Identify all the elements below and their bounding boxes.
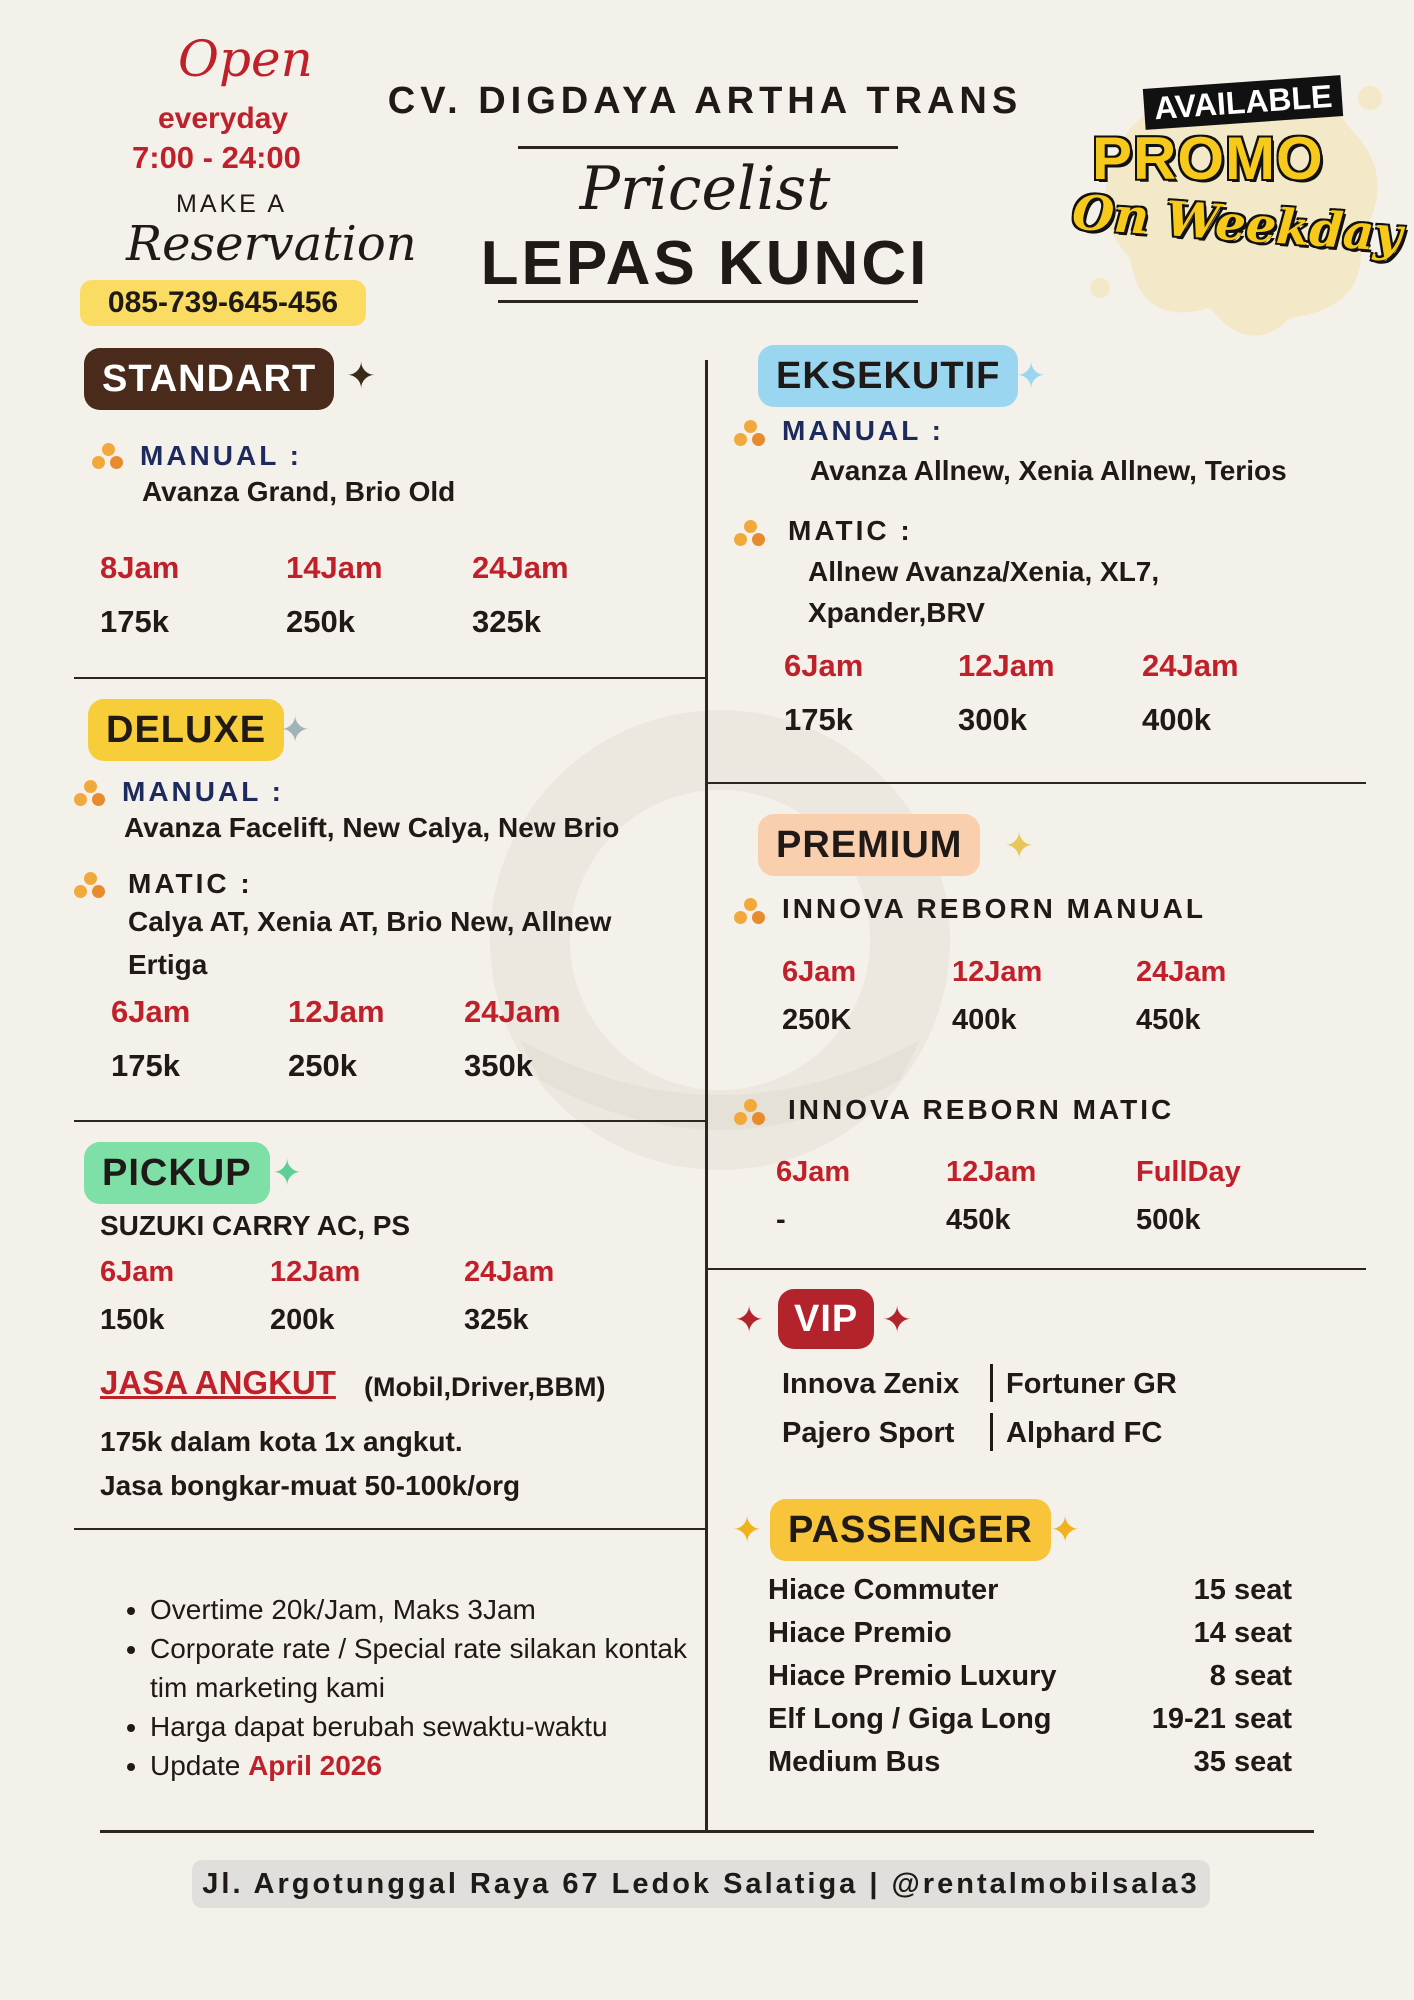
dots-icon	[734, 1099, 768, 1127]
eksekutif-rate-hours: 24Jam	[1142, 648, 1239, 683]
passenger-seats: 8 seat	[1209, 1660, 1292, 1692]
sparkle-icon: ✦	[732, 1509, 763, 1550]
eksekutif-manual-cars: Avanza Allnew, Xenia Allnew, Terios	[810, 455, 1287, 486]
sparkle-icon: ✦	[1004, 825, 1035, 866]
standart-manual-cars: Avanza Grand, Brio Old	[142, 476, 456, 507]
promo-available: AVAILABLE	[1143, 75, 1344, 130]
deluxe-manual-label: MANUAL :	[122, 776, 284, 807]
dots-icon	[734, 520, 768, 548]
note-item: • Overtime 20k/Jam, Maks 3Jam	[150, 1590, 710, 1629]
deluxe-rate-hours: 24Jam	[464, 994, 561, 1029]
premium-matic-hours: FullDay	[1136, 1156, 1241, 1188]
sparkle-icon: ✦	[734, 1299, 765, 1340]
eksekutif-rate-price: 400k	[1142, 702, 1211, 737]
open-days: everyday	[158, 102, 289, 135]
premium-manual-price: 250K	[782, 1004, 852, 1036]
sparkle-icon: ✦	[1016, 355, 1047, 396]
standart-rate-price: 175k	[100, 604, 169, 639]
premium-manual-label: INNOVA REBORN MANUAL	[782, 893, 1206, 924]
deluxe-rate-price: 175k	[111, 1048, 180, 1083]
premium-manual-price: 450k	[1136, 1004, 1201, 1036]
reservation-label: Reservation	[126, 216, 417, 272]
note-item	[150, 1746, 710, 1785]
premium-matic-hours: 6Jam	[776, 1156, 851, 1188]
passenger-row	[768, 1660, 1292, 1700]
vip-car: Alphard FC	[1006, 1417, 1163, 1449]
passenger-pill: PASSENGER	[770, 1499, 1051, 1561]
footer-address: Jl. Argotunggal Raya 67 Ledok Salatiga | @rentalmobilsala3	[192, 1860, 1210, 1908]
eksekutif-manual-label: MANUAL :	[782, 415, 944, 446]
phone-number[interactable]: 085-739-645-456	[80, 280, 366, 326]
deluxe-rate-price: 350k	[464, 1048, 533, 1083]
deluxe-rate-price: 250k	[288, 1048, 357, 1083]
watermark-logo	[440, 680, 1000, 1240]
premium-manual-price: 400k	[952, 1004, 1017, 1036]
deluxe-matic-cars: Calya AT, Xenia AT, Brio New, Allnew	[128, 906, 612, 937]
sparkle-icon: ✦	[882, 1299, 913, 1340]
pickup-rate-price: 150k	[100, 1304, 165, 1336]
make-a-label: MAKE A	[176, 190, 288, 218]
deluxe-manual-cars: Avanza Facelift, New Calya, New Brio	[124, 812, 620, 843]
vip-pill: VIP	[778, 1289, 874, 1349]
eksekutif-rate-price: 300k	[958, 702, 1027, 737]
passenger-name: Medium Bus	[768, 1746, 941, 1778]
deluxe-rate-hours: 6Jam	[111, 994, 191, 1029]
premium-matic-price: 500k	[1136, 1204, 1201, 1236]
standart-rate-hours: 24Jam	[472, 550, 569, 585]
sparkle-icon: ✦	[272, 1152, 303, 1193]
premium-manual-hours: 24Jam	[1136, 956, 1227, 988]
vip-separator	[990, 1364, 993, 1402]
update-prefix: Update	[150, 1750, 241, 1781]
open-label: Open	[178, 30, 313, 88]
promo-title: PROMO	[1092, 125, 1324, 192]
sparkle-icon: ✦	[280, 709, 311, 750]
standart-manual-label: MANUAL :	[140, 440, 302, 471]
dots-icon	[734, 898, 768, 926]
pickup-car: SUZUKI CARRY AC, PS	[100, 1210, 411, 1241]
company-name: CV. DIGDAYA ARTHA TRANS	[387, 80, 1023, 122]
premium-matic-price: -	[776, 1204, 786, 1236]
passenger-row	[768, 1617, 1292, 1657]
header-divider-top	[518, 146, 898, 149]
jasa-angkut-note: (Mobil,Driver,BBM)	[364, 1372, 606, 1402]
sparkle-icon: ✦	[1050, 1509, 1081, 1550]
deluxe-pill: DELUXE	[88, 699, 284, 761]
promo-weekday: On Weekday	[1070, 184, 1404, 264]
standart-rate-price: 250k	[286, 604, 355, 639]
passenger-row	[768, 1574, 1292, 1614]
divider-eksekutif	[708, 782, 1366, 784]
eksekutif-rate-hours: 12Jam	[958, 648, 1055, 683]
note-item: • Harga dapat berubah sewaktu-waktu	[150, 1707, 710, 1746]
eksekutif-rate-price: 175k	[784, 702, 853, 737]
premium-matic-hours: 12Jam	[946, 1156, 1037, 1188]
deluxe-matic-cars: Ertiga	[128, 949, 208, 980]
pickup-rate-price: 325k	[464, 1304, 529, 1336]
passenger-name: Hiace Premio	[768, 1617, 952, 1649]
pickup-rate-hours: 24Jam	[464, 1256, 555, 1288]
pickup-rate-hours: 12Jam	[270, 1256, 361, 1288]
page-title: LEPAS KUNCI	[480, 229, 930, 298]
divider-pickup	[74, 1528, 706, 1530]
jasa-angkut-link[interactable]: JASA ANGKUT	[100, 1364, 336, 1401]
passenger-row	[768, 1703, 1292, 1743]
premium-manual-hours: 12Jam	[952, 956, 1043, 988]
open-hours: 7:00 - 24:00	[132, 140, 301, 175]
passenger-seats: 19-21 seat	[1151, 1703, 1292, 1735]
vip-car: Fortuner GR	[1006, 1368, 1177, 1400]
passenger-name: Hiace Premio Luxury	[768, 1660, 1057, 1692]
divider-standart	[74, 677, 706, 679]
dots-icon	[92, 443, 126, 471]
passenger-row	[768, 1746, 1292, 1786]
jasa-angkut-line: Jasa bongkar-muat 50-100k/org	[100, 1470, 521, 1501]
premium-pill: PREMIUM	[758, 814, 980, 876]
eksekutif-matic-cars: Allnew Avanza/Xenia, XL7,	[808, 556, 1160, 587]
premium-matic-price: 450k	[946, 1204, 1011, 1236]
premium-matic-label: INNOVA REBORN MATIC	[788, 1094, 1175, 1125]
vip-separator	[990, 1413, 993, 1451]
passenger-name: Elf Long / Giga Long	[768, 1703, 1052, 1735]
pricelist-label: Pricelist	[579, 154, 831, 224]
standart-rate-hours: 14Jam	[286, 550, 383, 585]
standart-rate-hours: 8Jam	[100, 550, 180, 585]
pickup-pill: PICKUP	[84, 1142, 270, 1204]
pickup-rate-hours: 6Jam	[100, 1256, 175, 1288]
divider-premium	[708, 1268, 1366, 1270]
eksekutif-matic-cars: Xpander,BRV	[808, 597, 985, 628]
premium-manual-hours: 6Jam	[782, 956, 857, 988]
vip-car: Innova Zenix	[782, 1368, 960, 1400]
passenger-seats: 15 seat	[1193, 1574, 1292, 1606]
standart-rate-price: 325k	[472, 604, 541, 639]
dots-icon	[734, 420, 768, 448]
eksekutif-rate-hours: 6Jam	[784, 648, 864, 683]
jasa-angkut-line: 175k dalam kota 1x angkut.	[100, 1426, 463, 1457]
notes-list	[118, 1590, 710, 1785]
passenger-name: Hiace Commuter	[768, 1574, 999, 1606]
deluxe-matic-label: MATIC :	[128, 868, 253, 899]
note-item: • Corporate rate / Special rate silakan kontak tim marketing kami	[150, 1629, 710, 1707]
deluxe-rate-hours: 12Jam	[288, 994, 385, 1029]
pickup-rate-price: 200k	[270, 1304, 335, 1336]
dots-icon	[74, 780, 108, 808]
eksekutif-pill: EKSEKUTIF	[758, 345, 1018, 407]
divider-footer	[100, 1830, 1314, 1833]
passenger-seats: 14 seat	[1193, 1617, 1292, 1649]
header-divider-bottom	[498, 300, 918, 303]
passenger-seats: 35 seat	[1193, 1746, 1292, 1778]
divider-deluxe	[74, 1120, 706, 1122]
sparkle-icon: ✦	[346, 355, 377, 396]
eksekutif-matic-label: MATIC :	[788, 515, 913, 546]
dots-icon	[74, 872, 108, 900]
standart-pill: STANDART	[84, 348, 334, 410]
update-date: April 2026	[248, 1750, 382, 1781]
vip-car: Pajero Sport	[782, 1417, 955, 1449]
